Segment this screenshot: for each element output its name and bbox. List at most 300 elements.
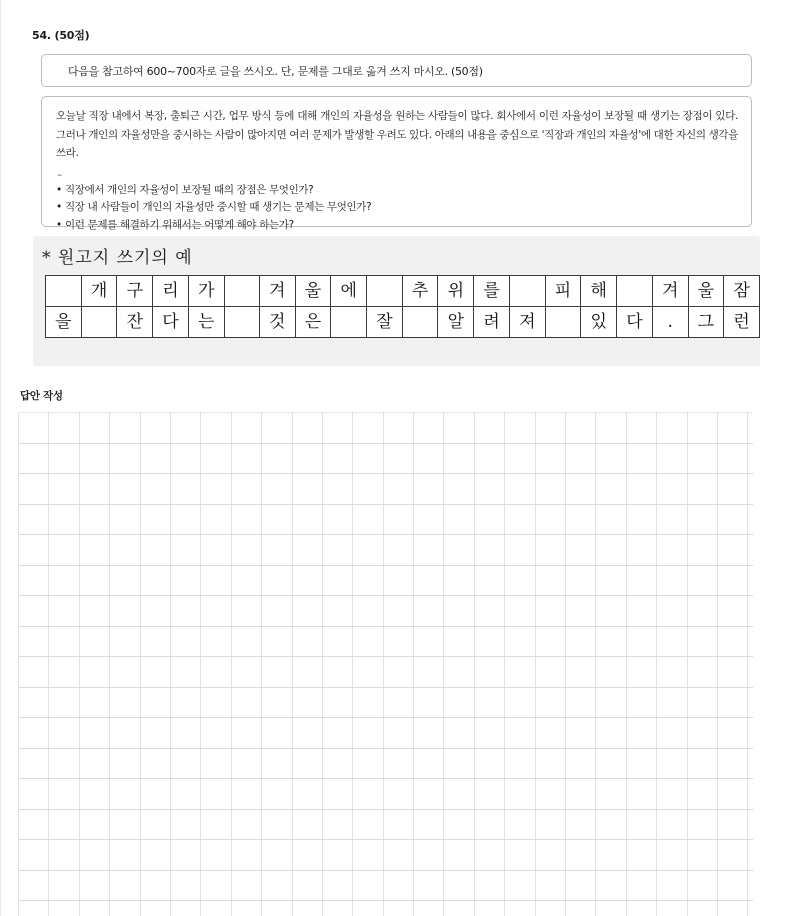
answer-cell[interactable] [505,809,535,840]
answer-cell[interactable] [140,626,170,657]
answer-cell[interactable] [626,413,656,444]
answer-cell[interactable] [748,687,753,718]
answer-cell[interactable] [292,596,322,627]
answer-cell[interactable] [292,443,322,474]
answer-cell[interactable] [505,626,535,657]
answer-cell[interactable] [322,779,352,810]
answer-cell[interactable] [505,901,535,916]
answer-cell[interactable] [140,718,170,749]
answer-cell[interactable] [262,901,292,916]
answer-cell[interactable] [201,565,231,596]
answer-cell[interactable] [717,809,747,840]
answer-cell[interactable] [383,626,413,657]
answer-cell[interactable] [322,718,352,749]
answer-cell[interactable] [292,779,322,810]
answer-cell[interactable] [322,565,352,596]
answer-cell[interactable] [292,626,322,657]
answer-cell[interactable] [140,687,170,718]
answer-cell[interactable] [474,809,504,840]
answer-cell[interactable] [657,687,687,718]
answer-cell[interactable] [110,840,140,871]
answer-cell[interactable] [717,413,747,444]
answer-cell[interactable] [201,504,231,535]
answer-cell[interactable] [19,657,49,688]
answer-cell[interactable] [110,779,140,810]
answer-cell[interactable] [322,687,352,718]
answer-cell[interactable] [535,840,565,871]
answer-cell[interactable] [596,870,626,901]
answer-cell[interactable] [717,443,747,474]
answer-cell[interactable] [353,748,383,779]
answer-cell[interactable] [231,840,261,871]
answer-cell[interactable] [687,779,717,810]
answer-cell[interactable] [353,809,383,840]
answer-cell[interactable] [535,809,565,840]
answer-cell[interactable] [748,413,753,444]
answer-cell[interactable] [535,413,565,444]
answer-cell[interactable] [657,565,687,596]
answer-cell[interactable] [535,504,565,535]
answer-cell[interactable] [505,687,535,718]
answer-cell[interactable] [748,504,753,535]
answer-cell[interactable] [626,535,656,566]
answer-cell[interactable] [474,748,504,779]
answer-cell[interactable] [170,504,200,535]
answer-cell[interactable] [110,748,140,779]
answer-cell[interactable] [170,565,200,596]
answer-cell[interactable] [353,596,383,627]
answer-cell[interactable] [170,657,200,688]
answer-cell[interactable] [687,565,717,596]
answer-cell[interactable] [170,870,200,901]
answer-cell[interactable] [79,809,109,840]
answer-cell[interactable] [170,748,200,779]
answer-cell[interactable] [566,870,596,901]
answer-cell[interactable] [474,779,504,810]
answer-cell[interactable] [687,809,717,840]
answer-cell[interactable] [353,474,383,505]
answer-cell[interactable] [140,413,170,444]
answer-cell[interactable] [687,840,717,871]
answer-cell[interactable] [79,779,109,810]
answer-cell[interactable] [566,565,596,596]
answer-cell[interactable] [687,901,717,916]
answer-cell[interactable] [322,504,352,535]
answer-cell[interactable] [79,748,109,779]
answer-cell[interactable] [110,901,140,916]
answer-cell[interactable] [566,901,596,916]
answer-cell[interactable] [444,840,474,871]
answer-cell[interactable] [262,657,292,688]
answer-cell[interactable] [262,565,292,596]
answer-cell[interactable] [322,870,352,901]
answer-cell[interactable] [49,443,79,474]
answer-cell[interactable] [474,718,504,749]
answer-cell[interactable] [596,840,626,871]
answer-cell[interactable] [444,901,474,916]
answer-cell[interactable] [535,870,565,901]
answer-cell[interactable] [626,779,656,810]
answer-cell[interactable] [262,840,292,871]
answer-cell[interactable] [505,535,535,566]
answer-cell[interactable] [19,779,49,810]
answer-cell[interactable] [414,809,444,840]
answer-cell[interactable] [505,504,535,535]
answer-cell[interactable] [505,718,535,749]
answer-cell[interactable] [383,870,413,901]
answer-cell[interactable] [19,901,49,916]
answer-cell[interactable] [383,565,413,596]
answer-cell[interactable] [444,443,474,474]
answer-cell[interactable] [322,809,352,840]
answer-cell[interactable] [474,443,504,474]
answer-cell[interactable] [383,657,413,688]
answer-cell[interactable] [535,657,565,688]
answer-cell[interactable] [535,779,565,810]
answer-cell[interactable] [748,596,753,627]
answer-cell[interactable] [626,809,656,840]
answer-cell[interactable] [19,565,49,596]
answer-cell[interactable] [19,718,49,749]
answer-cell[interactable] [596,413,626,444]
answer-cell[interactable] [110,565,140,596]
answer-cell[interactable] [687,413,717,444]
answer-cell[interactable] [566,809,596,840]
answer-cell[interactable] [505,474,535,505]
answer-cell[interactable] [687,504,717,535]
answer-cell[interactable] [657,504,687,535]
answer-cell[interactable] [201,840,231,871]
answer-cell[interactable] [748,870,753,901]
answer-cell[interactable] [110,657,140,688]
answer-cell[interactable] [322,840,352,871]
answer-cell[interactable] [535,718,565,749]
answer-cell[interactable] [657,840,687,871]
answer-cell[interactable] [748,901,753,916]
answer-cell[interactable] [19,626,49,657]
answer-cell[interactable] [262,870,292,901]
answer-cell[interactable] [505,840,535,871]
answer-cell[interactable] [535,748,565,779]
answer-cell[interactable] [201,779,231,810]
answer-cell[interactable] [626,657,656,688]
answer-cell[interactable] [292,687,322,718]
answer-cell[interactable] [505,870,535,901]
answer-cell[interactable] [79,504,109,535]
answer-cell[interactable] [110,718,140,749]
answer-cell[interactable] [414,443,444,474]
answer-cell[interactable] [201,474,231,505]
answer-cell[interactable] [717,474,747,505]
answer-cell[interactable] [596,779,626,810]
answer-cell[interactable] [657,413,687,444]
answer-cell[interactable] [535,626,565,657]
answer-cell[interactable] [231,565,261,596]
answer-cell[interactable] [444,413,474,444]
answer-cell[interactable] [414,596,444,627]
answer-cell[interactable] [110,474,140,505]
answer-cell[interactable] [322,748,352,779]
answer-cell[interactable] [566,504,596,535]
answer-cell[interactable] [262,596,292,627]
answer-cell[interactable] [444,504,474,535]
answer-cell[interactable] [292,840,322,871]
answer-cell[interactable] [657,474,687,505]
answer-cell[interactable] [414,779,444,810]
answer-cell[interactable] [687,443,717,474]
answer-cell[interactable] [49,596,79,627]
answer-cell[interactable] [717,535,747,566]
answer-cell[interactable] [505,443,535,474]
answer-cell[interactable] [49,565,79,596]
answer-cell[interactable] [79,657,109,688]
answer-cell[interactable] [49,474,79,505]
answer-cell[interactable] [626,504,656,535]
answer-cell[interactable] [110,809,140,840]
answer-cell[interactable] [717,748,747,779]
answer-cell[interactable] [748,565,753,596]
answer-cell[interactable] [201,626,231,657]
answer-cell[interactable] [49,657,79,688]
answer-cell[interactable] [657,626,687,657]
answer-cell[interactable] [596,657,626,688]
answer-cell[interactable] [566,596,596,627]
answer-cell[interactable] [566,626,596,657]
answer-cell[interactable] [79,596,109,627]
answer-cell[interactable] [383,443,413,474]
answer-cell[interactable] [201,901,231,916]
answer-cell[interactable] [79,870,109,901]
answer-cell[interactable] [596,748,626,779]
answer-cell[interactable] [262,535,292,566]
answer-cell[interactable] [201,870,231,901]
answer-cell[interactable] [140,657,170,688]
answer-cell[interactable] [566,535,596,566]
answer-cell[interactable] [596,565,626,596]
answer-cell[interactable] [292,565,322,596]
answer-cell[interactable] [170,443,200,474]
answer-cell[interactable] [19,474,49,505]
answer-cell[interactable] [626,474,656,505]
answer-cell[interactable] [49,779,79,810]
answer-cell[interactable] [657,718,687,749]
answer-cell[interactable] [140,809,170,840]
answer-cell[interactable] [322,657,352,688]
answer-cell[interactable] [474,901,504,916]
answer-cell[interactable] [535,901,565,916]
answer-cell[interactable] [201,718,231,749]
answer-cell[interactable] [140,596,170,627]
answer-cell[interactable] [231,779,261,810]
answer-cell[interactable] [383,779,413,810]
answer-cell[interactable] [383,687,413,718]
answer-cell[interactable] [292,748,322,779]
answer-cell[interactable] [19,840,49,871]
answer-cell[interactable] [414,657,444,688]
answer-cell[interactable] [353,626,383,657]
answer-cell[interactable] [140,535,170,566]
answer-cell[interactable] [231,474,261,505]
answer-cell[interactable] [444,657,474,688]
answer-cell[interactable] [535,687,565,718]
answer-cell[interactable] [79,443,109,474]
answer-cell[interactable] [383,748,413,779]
answer-cell[interactable] [535,565,565,596]
answer-cell[interactable] [444,809,474,840]
answer-cell[interactable] [414,474,444,505]
answer-cell[interactable] [596,596,626,627]
answer-cell[interactable] [414,504,444,535]
answer-cell[interactable] [414,565,444,596]
answer-cell[interactable] [474,596,504,627]
answer-cell[interactable] [79,474,109,505]
answer-cell[interactable] [322,626,352,657]
answer-cell[interactable] [19,596,49,627]
answer-cell[interactable] [110,870,140,901]
answer-cell[interactable] [19,413,49,444]
answer-cell[interactable] [79,413,109,444]
answer-cell[interactable] [353,779,383,810]
answer-cell[interactable] [444,779,474,810]
answer-cell[interactable] [474,535,504,566]
answer-cell[interactable] [596,718,626,749]
answer-cell[interactable] [748,657,753,688]
answer-cell[interactable] [383,504,413,535]
answer-cell[interactable] [79,626,109,657]
answer-cell[interactable] [383,413,413,444]
answer-cell[interactable] [292,535,322,566]
answer-cell[interactable] [717,565,747,596]
answer-cell[interactable] [414,901,444,916]
answer-cell[interactable] [687,596,717,627]
answer-cell[interactable] [231,657,261,688]
answer-cell[interactable] [687,870,717,901]
answer-cell[interactable] [170,535,200,566]
answer-cell[interactable] [748,779,753,810]
answer-cell[interactable] [262,413,292,444]
answer-cell[interactable] [140,901,170,916]
answer-cell[interactable] [596,504,626,535]
answer-cell[interactable] [19,748,49,779]
answer-cell[interactable] [657,596,687,627]
answer-cell[interactable] [626,443,656,474]
answer-cell[interactable] [414,687,444,718]
answer-cell[interactable] [231,718,261,749]
answer-cell[interactable] [353,504,383,535]
answer-cell[interactable] [474,626,504,657]
answer-cell[interactable] [19,870,49,901]
answer-cell[interactable] [79,535,109,566]
answer-cell[interactable] [474,474,504,505]
answer-cell[interactable] [717,626,747,657]
answer-cell[interactable] [292,657,322,688]
answer-cell[interactable] [353,687,383,718]
answer-cell[interactable] [657,809,687,840]
answer-cell[interactable] [444,535,474,566]
answer-cell[interactable] [566,413,596,444]
answer-cell[interactable] [687,474,717,505]
answer-cell[interactable] [353,443,383,474]
answer-cell[interactable] [49,504,79,535]
answer-cell[interactable] [505,596,535,627]
answer-cell[interactable] [262,474,292,505]
answer-cell[interactable] [748,626,753,657]
answer-cell[interactable] [748,443,753,474]
answer-cell[interactable] [231,443,261,474]
answer-cell[interactable] [626,718,656,749]
answer-cell[interactable] [566,840,596,871]
answer-cell[interactable] [717,718,747,749]
answer-cell[interactable] [535,535,565,566]
answer-cell[interactable] [110,413,140,444]
answer-cell[interactable] [717,596,747,627]
answer-cell[interactable] [687,535,717,566]
answer-cell[interactable] [353,870,383,901]
answer-cell[interactable] [444,718,474,749]
answer-cell[interactable] [140,840,170,871]
answer-cell[interactable] [505,657,535,688]
answer-cell[interactable] [505,413,535,444]
answer-cell[interactable] [566,657,596,688]
answer-cell[interactable] [231,687,261,718]
answer-cell[interactable] [657,535,687,566]
answer-cell[interactable] [474,687,504,718]
answer-cell[interactable] [383,901,413,916]
answer-cell[interactable] [110,443,140,474]
answer-cell[interactable] [596,901,626,916]
answer-cell[interactable] [353,657,383,688]
answer-cell[interactable] [717,840,747,871]
answer-cell[interactable] [201,809,231,840]
answer-cell[interactable] [170,596,200,627]
answer-cell[interactable] [79,565,109,596]
answer-cell[interactable] [383,596,413,627]
answer-cell[interactable] [170,718,200,749]
answer-cell[interactable] [110,687,140,718]
answer-cell[interactable] [353,413,383,444]
answer-cell[interactable] [201,657,231,688]
answer-cell[interactable] [79,901,109,916]
answer-cell[interactable] [79,687,109,718]
answer-cell[interactable] [170,809,200,840]
answer-cell[interactable] [292,718,322,749]
answer-cell[interactable] [19,809,49,840]
answer-cell[interactable] [444,474,474,505]
answer-cell[interactable] [535,474,565,505]
answer-cell[interactable] [717,901,747,916]
answer-cell[interactable] [140,504,170,535]
answer-cell[interactable] [444,596,474,627]
answer-cell[interactable] [231,626,261,657]
answer-cell[interactable] [231,809,261,840]
answer-cell[interactable] [383,474,413,505]
answer-cell[interactable] [49,413,79,444]
answer-cell[interactable] [170,474,200,505]
answer-cell[interactable] [657,748,687,779]
answer-cell[interactable] [626,596,656,627]
answer-cell[interactable] [505,779,535,810]
answer-cell[interactable] [474,504,504,535]
answer-cell[interactable] [49,718,79,749]
answer-cell[interactable] [201,535,231,566]
answer-cell[interactable] [687,748,717,779]
answer-cell[interactable] [262,718,292,749]
answer-cell[interactable] [687,626,717,657]
answer-cell[interactable] [748,748,753,779]
answer-cell[interactable] [657,779,687,810]
answer-cell[interactable] [687,687,717,718]
answer-cell[interactable] [444,748,474,779]
